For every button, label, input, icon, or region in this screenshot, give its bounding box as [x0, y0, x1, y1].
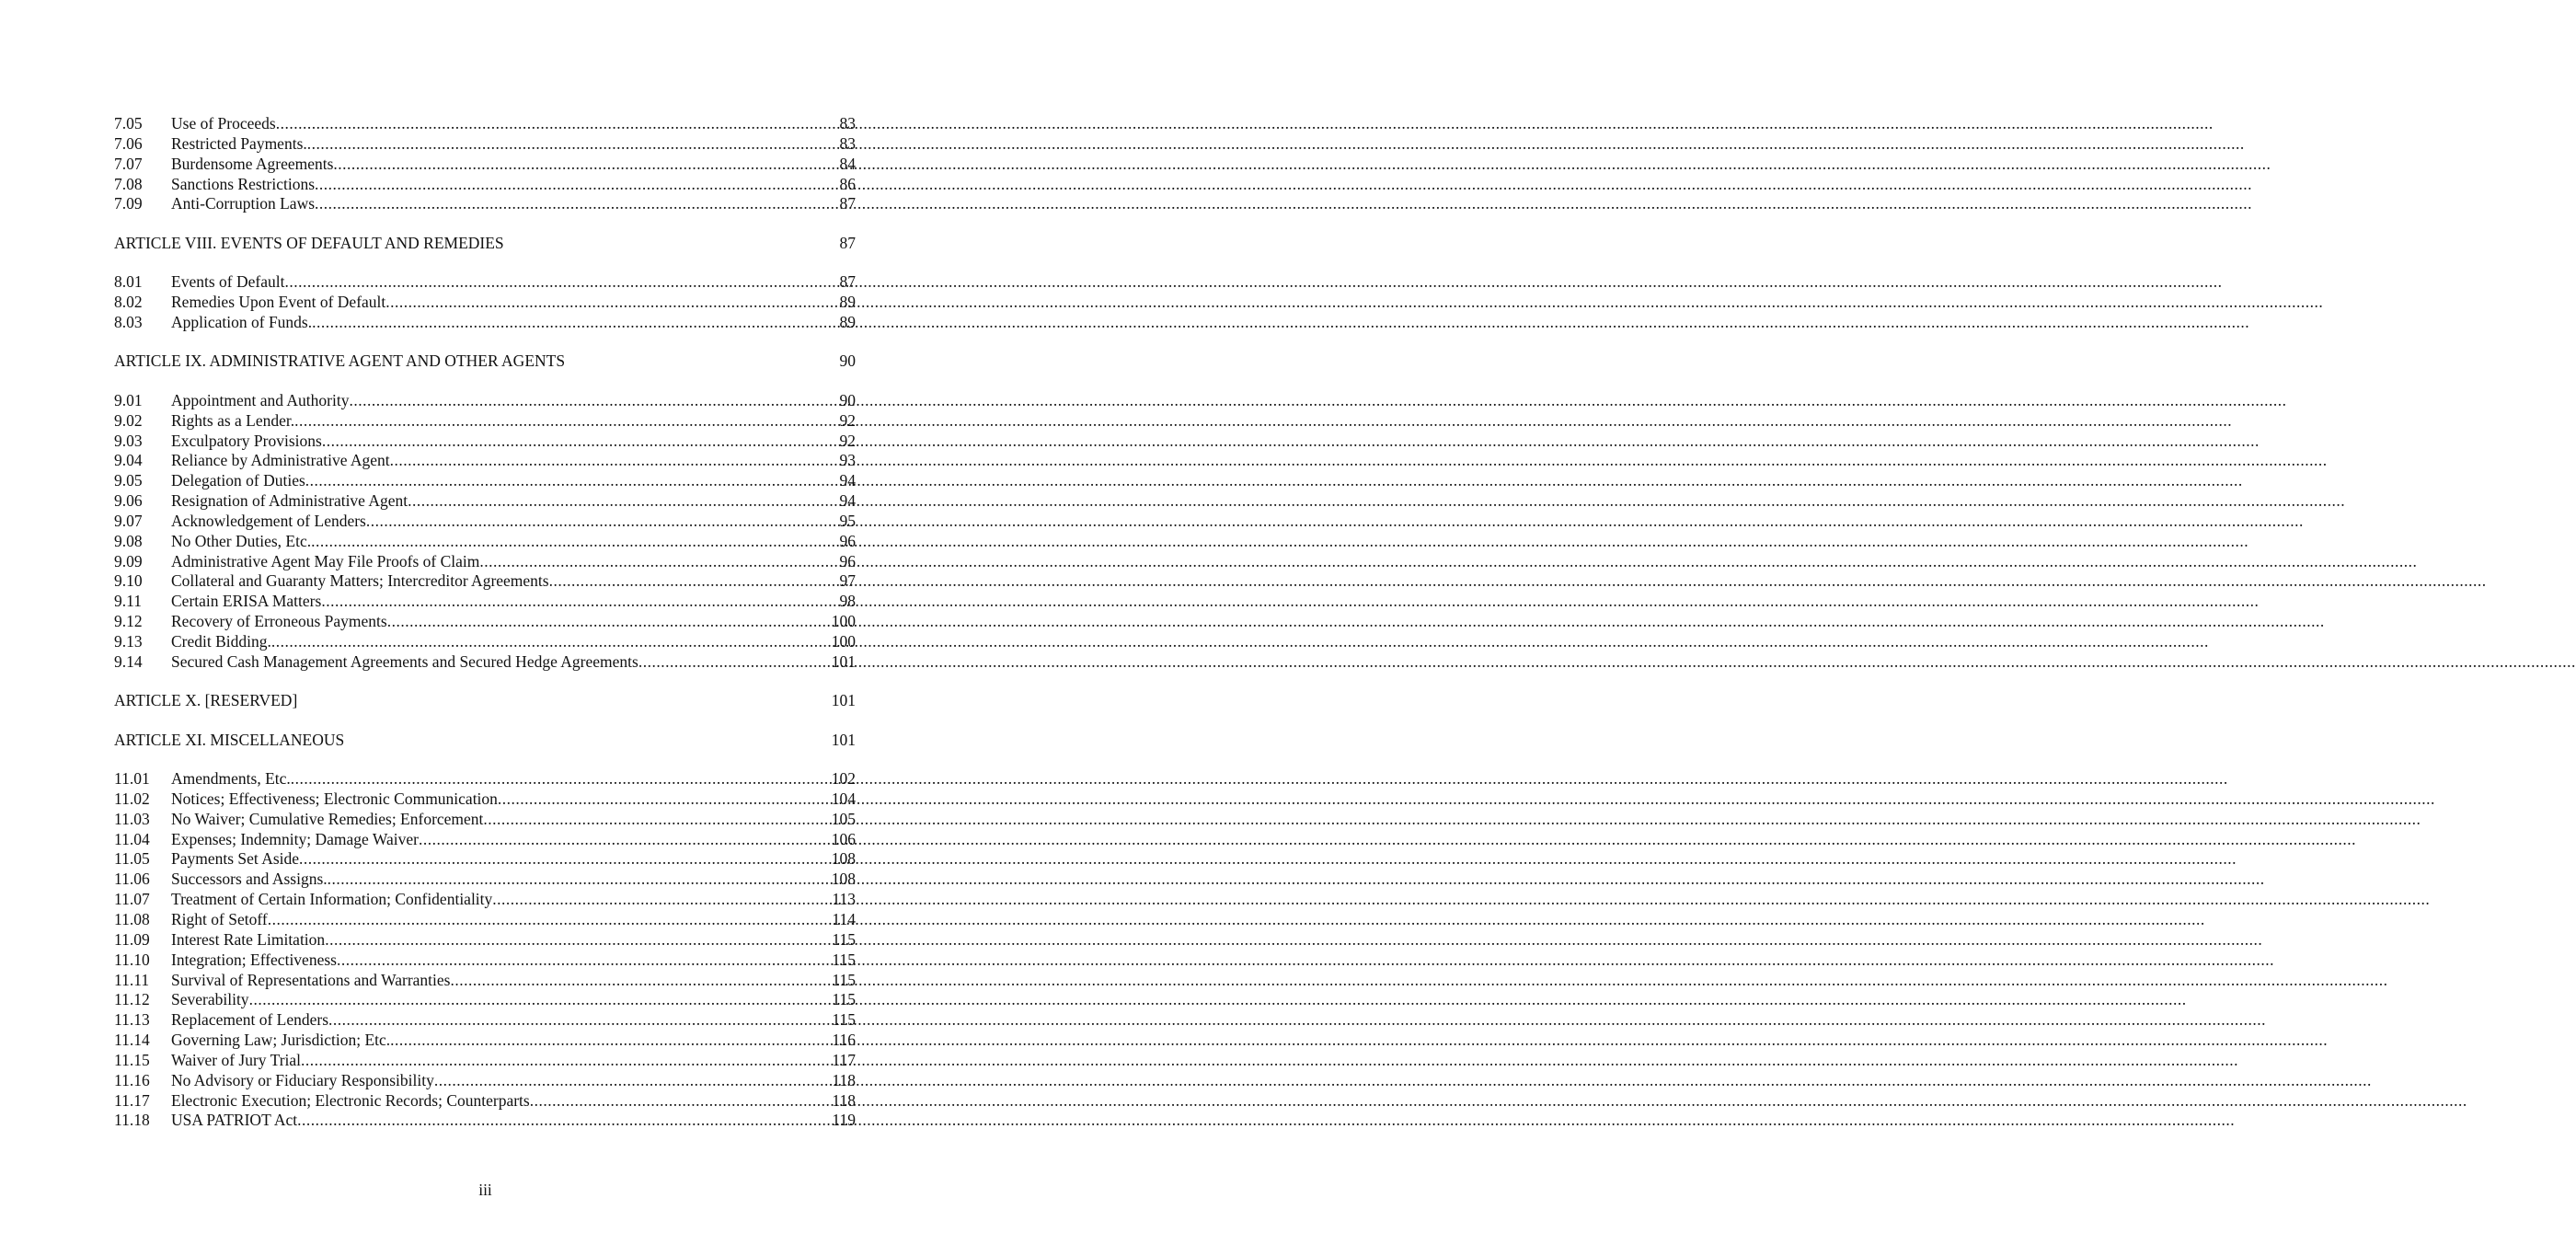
toc-entry[interactable] [114, 830, 856, 850]
toc-entry[interactable] [114, 1031, 856, 1051]
section-title: Governing Law; Jurisdiction; Etc. [171, 1031, 391, 1050]
section-number: 11.10 [114, 950, 150, 969]
dot-leader [276, 114, 839, 134]
toc-entry[interactable] [114, 313, 856, 333]
section-number: 11.04 [114, 829, 150, 848]
dot-leader [297, 1111, 831, 1131]
page-number: 86 [839, 174, 856, 193]
section-number: 9.01 [114, 390, 143, 409]
dot-leader [387, 612, 831, 632]
section-number: 11.16 [114, 1070, 150, 1089]
section-number: 9.14 [114, 651, 143, 671]
dot-leader [337, 951, 831, 971]
section-title: Electronic Execution; Electronic Records; Counterparts [171, 1090, 530, 1110]
toc-entry[interactable] [114, 930, 856, 951]
page-number: 115 [832, 929, 856, 949]
page-number: 115 [832, 970, 856, 989]
page-number: 116 [832, 1031, 856, 1050]
toc-entry[interactable] [114, 810, 856, 830]
dot-leader [483, 810, 830, 830]
section-number: 9.08 [114, 531, 143, 550]
dot-leader [498, 789, 831, 810]
table-of-contents [114, 114, 856, 1131]
section-title: Expenses; Indemnity; Damage Waiver [171, 829, 419, 848]
section-title: Treatment of Certain Information; Confidentiality [171, 890, 493, 909]
section-title: Acknowledgement of Lenders [171, 511, 366, 530]
page-number: 92 [839, 431, 856, 450]
dot-leader [301, 1051, 831, 1071]
page-number: 106 [831, 829, 856, 848]
section-number: 9.02 [114, 410, 143, 430]
section-number: 7.05 [114, 114, 143, 133]
page-number: 87 [839, 272, 856, 292]
section-number: 11.05 [114, 849, 150, 869]
page-number: 104 [831, 789, 856, 808]
page-number: 108 [831, 849, 856, 869]
toc-entry[interactable] [114, 769, 856, 789]
section-title: No Advisory or Fiduciary Responsibility [171, 1070, 434, 1089]
dot-leader [366, 512, 839, 532]
section-title: Certain ERISA Matters [171, 592, 322, 611]
page-number: 101 [831, 651, 856, 671]
dot-leader [312, 313, 838, 333]
page-number: 97 [839, 571, 856, 591]
toc-entry[interactable] [114, 471, 856, 491]
section-title: USA PATRIOT Act [171, 1111, 298, 1130]
toc-entry[interactable] [114, 532, 856, 552]
section-title: Resignation of Administrative Agent [171, 491, 408, 511]
dot-leader [325, 930, 831, 951]
dot-leader [385, 293, 838, 313]
page-number: 95 [839, 511, 856, 530]
toc-entry[interactable] [114, 571, 856, 592]
section-number: 9.04 [114, 451, 143, 470]
dot-leader [549, 571, 839, 592]
dot-leader [311, 532, 838, 552]
toc-entry[interactable] [114, 789, 856, 810]
article-title: ARTICLE XI. MISCELLANEOUS [114, 730, 345, 749]
section-title: Use of Proceeds [171, 114, 276, 133]
section-title: Amendments, Etc. [171, 769, 291, 789]
article-page-number: 101 [831, 730, 856, 749]
dot-leader [419, 830, 831, 850]
toc-entry[interactable] [114, 175, 856, 195]
toc-section-9 [114, 391, 856, 673]
article-heading[interactable] [114, 691, 856, 711]
page-number: 96 [839, 551, 856, 570]
article-heading[interactable] [114, 351, 856, 372]
page-number: 115 [832, 950, 856, 969]
article-heading[interactable] [114, 234, 856, 254]
section-title: Waiver of Jury Trial [171, 1050, 302, 1069]
section-number: 11.12 [114, 990, 150, 1009]
page-number: 118 [832, 1070, 856, 1089]
toc-entry[interactable] [114, 971, 856, 991]
page-number: 105 [831, 809, 856, 828]
section-title: Right of Setoff [171, 910, 268, 928]
section-number: 9.06 [114, 491, 143, 511]
toc-entry[interactable] [114, 1010, 856, 1031]
page-number: 89 [839, 312, 856, 331]
section-title: Severability [171, 990, 249, 1009]
section-number: 8.02 [114, 293, 143, 312]
article-page-number: 90 [839, 351, 856, 371]
dot-leader [321, 592, 838, 612]
toc-entry[interactable] [114, 432, 856, 452]
toc-entry[interactable] [114, 1111, 856, 1131]
section-number: 9.09 [114, 551, 143, 570]
page-number: 93 [839, 451, 856, 470]
section-number: 11.06 [114, 870, 150, 889]
section-title: Delegation of Duties [171, 471, 305, 490]
dot-leader [328, 870, 831, 890]
page-number: 84 [839, 154, 856, 173]
page-number: 83 [839, 114, 856, 133]
section-number: 9.07 [114, 511, 143, 530]
toc-entry[interactable] [114, 849, 856, 870]
dot-leader [328, 1010, 831, 1031]
page-footer-number: iii [478, 1181, 492, 1199]
toc-entry[interactable] [114, 592, 856, 612]
section-number: 7.09 [114, 194, 143, 213]
section-number: 8.01 [114, 272, 143, 292]
section-number: 11.11 [114, 970, 150, 989]
toc-entry[interactable] [114, 612, 856, 632]
page-number: 92 [839, 410, 856, 430]
page-number: 100 [831, 631, 856, 651]
section-title: Sanctions Restrictions [171, 174, 316, 193]
dot-leader [408, 491, 838, 512]
toc-entry[interactable] [114, 1051, 856, 1071]
dot-leader [530, 1091, 832, 1112]
toc-section-8 [114, 272, 856, 333]
spacer [114, 751, 856, 770]
section-title: Reliance by Administrative Agent [171, 451, 390, 470]
section-title: Interest Rate Limitation [171, 929, 326, 949]
section-number: 9.12 [114, 612, 143, 631]
toc-entry[interactable] [114, 870, 856, 890]
page-number: 87 [839, 194, 856, 213]
article-heading[interactable] [114, 731, 856, 751]
toc-entry[interactable] [114, 491, 856, 512]
section-title: Exculpatory Provisions [171, 431, 322, 450]
section-number: 9.05 [114, 471, 143, 490]
section-number: 8.03 [114, 312, 143, 331]
dot-leader [333, 155, 838, 175]
dot-leader [271, 632, 831, 652]
spacer [114, 372, 856, 391]
toc-entry[interactable] [114, 272, 856, 293]
section-title: Rights as a Lender. [171, 410, 295, 430]
dot-leader [492, 890, 831, 910]
page-number: 89 [839, 293, 856, 312]
section-number: 9.10 [114, 571, 143, 591]
section-title: Recovery of Erroneous Payments [171, 612, 387, 631]
dot-leader [390, 1031, 831, 1051]
spacer [114, 711, 856, 731]
dot-leader [315, 194, 838, 214]
dot-leader [349, 391, 838, 411]
toc-entry[interactable] [114, 155, 856, 175]
section-title: Remedies Upon Event of Default [171, 293, 386, 312]
section-number: 7.07 [114, 154, 143, 173]
section-title: Payments Set Aside [171, 849, 300, 869]
section-number: 11.08 [114, 910, 150, 928]
toc-entry[interactable] [114, 652, 856, 673]
dot-leader [284, 272, 838, 293]
toc-entry[interactable] [114, 391, 856, 411]
page-number: 102 [831, 769, 856, 789]
section-title: No Other Duties, Etc. [171, 531, 312, 550]
page-number: 114 [832, 910, 856, 928]
toc-entry[interactable] [114, 134, 856, 155]
page-number: 118 [832, 1090, 856, 1110]
toc-entry[interactable] [114, 632, 856, 652]
section-number: 11.13 [114, 1010, 150, 1030]
section-number: 11.15 [114, 1050, 150, 1069]
article-page-number: 101 [831, 691, 856, 710]
section-number: 9.03 [114, 431, 143, 450]
dot-leader [307, 134, 839, 155]
toc-entry[interactable] [114, 552, 856, 572]
section-number: 11.18 [114, 1111, 150, 1130]
page-number: 119 [832, 1111, 856, 1130]
section-title: Administrative Agent May File Proofs of Claim [171, 551, 480, 570]
section-title: Events of Default [171, 272, 285, 292]
toc-entry[interactable] [114, 990, 856, 1010]
toc-entry[interactable] [114, 1071, 856, 1091]
page-number: 100 [831, 612, 856, 631]
page-number: 96 [839, 531, 856, 550]
page-number: 115 [832, 1010, 856, 1030]
section-title: Survival of Representations and Warranties [171, 970, 451, 989]
page-number: 90 [839, 390, 856, 409]
spacer [114, 673, 856, 692]
section-title: Collateral and Guaranty Matters; Intercreditor Agreements [171, 571, 549, 591]
dot-leader [390, 451, 839, 471]
section-number: 9.11 [114, 592, 142, 611]
section-number: 9.13 [114, 631, 143, 651]
dot-leader [434, 1071, 832, 1091]
dot-leader [249, 990, 832, 1010]
section-title: Replacement of Lenders [171, 1010, 329, 1030]
dot-leader [299, 849, 831, 870]
toc-section-11 [114, 769, 856, 1131]
toc-entry[interactable] [114, 1091, 856, 1112]
toc-entry[interactable] [114, 451, 856, 471]
spacer [114, 333, 856, 352]
page-number: 113 [832, 890, 856, 909]
section-number: 11.02 [114, 789, 150, 808]
page-number: 94 [839, 471, 856, 490]
section-title: Application of Funds. [171, 312, 313, 331]
section-title: Credit Bidding. [171, 631, 271, 651]
toc-entry[interactable] [114, 951, 856, 971]
article-title: ARTICLE X. [RESERVED] [114, 691, 298, 710]
dot-leader [291, 769, 831, 789]
spacer [114, 254, 856, 273]
toc-entry[interactable] [114, 890, 856, 910]
toc-entry[interactable] [114, 411, 856, 432]
section-number: 7.08 [114, 174, 143, 193]
section-title: Restricted Payments. [171, 133, 307, 153]
dot-leader [322, 432, 839, 452]
page-number: 94 [839, 491, 856, 511]
section-number: 11.01 [114, 769, 150, 789]
dot-leader [450, 971, 831, 991]
section-number: 11.03 [114, 809, 150, 828]
dot-leader [315, 175, 838, 195]
section-title: Anti-Corruption Laws [171, 194, 316, 213]
article-page-number: 87 [839, 233, 856, 252]
section-title: Appointment and Authority [171, 390, 350, 409]
section-number: 11.07 [114, 890, 150, 909]
section-title: Integration; Effectiveness [171, 950, 337, 969]
page-number: 83 [839, 133, 856, 153]
toc-entry[interactable] [114, 194, 856, 214]
dot-leader [638, 652, 831, 673]
toc-section-7 [114, 114, 856, 214]
toc-entry[interactable] [114, 293, 856, 313]
section-title: Notices; Effectiveness; Electronic Communication [171, 789, 498, 808]
dot-leader [294, 411, 838, 432]
spacer [114, 214, 856, 234]
toc-entry[interactable] [114, 114, 856, 134]
section-title: Secured Cash Management Agreements and Secured Hedge Agreements [171, 651, 638, 671]
page-number: 115 [832, 990, 856, 1009]
dot-leader [479, 552, 838, 572]
dot-leader [268, 910, 832, 930]
section-title: Successors and Assigns. [171, 870, 328, 889]
page-number: 108 [831, 870, 856, 889]
article-title: ARTICLE IX. ADMINISTRATIVE AGENT AND OTHER AGENTS [114, 351, 566, 371]
section-number: 11.14 [114, 1031, 150, 1050]
section-number: 7.06 [114, 133, 143, 153]
page-number: 117 [832, 1050, 856, 1069]
section-title: Burdensome Agreements [171, 154, 334, 173]
toc-entry[interactable] [114, 512, 856, 532]
section-number: 11.17 [114, 1090, 150, 1110]
page-number: 98 [839, 592, 856, 611]
section-number: 11.09 [114, 929, 150, 949]
article-title: ARTICLE VIII. EVENTS OF DEFAULT AND REMEDIES [114, 233, 504, 252]
dot-leader [305, 471, 839, 491]
toc-entry[interactable] [114, 910, 856, 930]
section-title: No Waiver; Cumulative Remedies; Enforcement [171, 809, 484, 828]
